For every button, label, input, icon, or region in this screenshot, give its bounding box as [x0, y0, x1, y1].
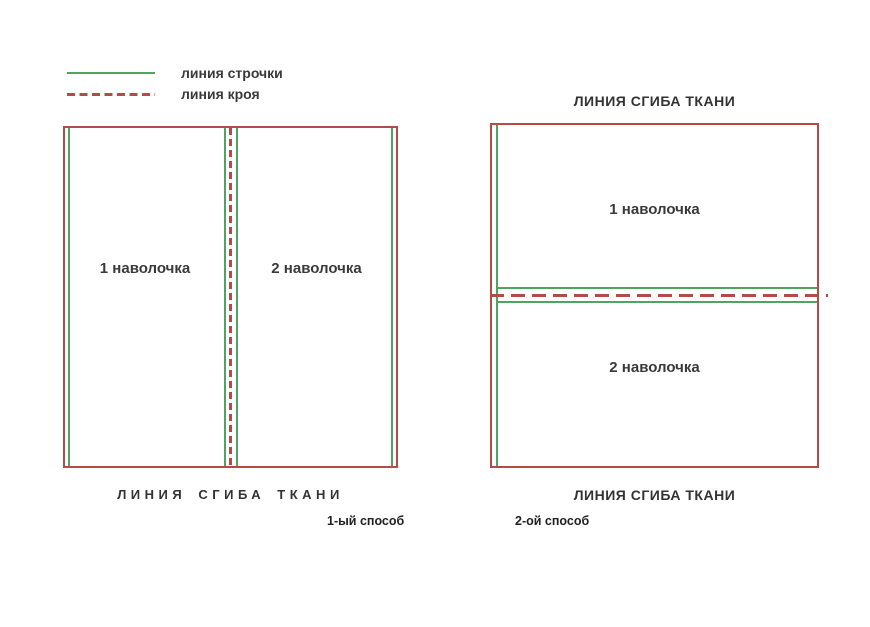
cut-line-swatch: [67, 93, 155, 96]
pillowcase1-label: 1 наволочка: [609, 201, 700, 218]
legend-stitch-row: [67, 64, 283, 82]
stitch-line-upper: [496, 287, 817, 289]
method1-fold-caption: ЛИНИЯ СГИБА ТКАНИ: [117, 487, 344, 502]
method1-fabric-rectangle: [63, 126, 398, 468]
cut-line-label: линия кроя: [181, 86, 260, 102]
method2-caption: 2-ой способ: [515, 514, 590, 528]
pillowcase2-label: 2 наволочка: [609, 359, 700, 376]
pillowcase2-label: 2 наволочка: [271, 260, 362, 277]
stitch-line-center-right: [236, 128, 238, 466]
pillowcase1-label: 1 наволочка: [99, 260, 191, 277]
method2-fold-caption-top: ЛИНИЯ СГИБА ТКАНИ: [573, 93, 736, 109]
cut-line-center: [229, 128, 232, 466]
method1-caption: 1-ый способ: [327, 514, 405, 528]
stitch-line-swatch: [67, 72, 155, 74]
stitch-line-lower: [496, 301, 817, 303]
legend-cut-row: [67, 85, 260, 103]
cut-line-middle: [490, 294, 828, 297]
stitch-line-left: [68, 128, 70, 466]
method2-fabric-rectangle: [490, 123, 819, 468]
stitch-line-right: [391, 128, 393, 466]
stitch-line-label: линия строчки: [181, 65, 283, 81]
stitch-line-center-left: [224, 128, 226, 466]
method2-fold-caption-bottom: ЛИНИЯ СГИБА ТКАНИ: [573, 487, 736, 503]
